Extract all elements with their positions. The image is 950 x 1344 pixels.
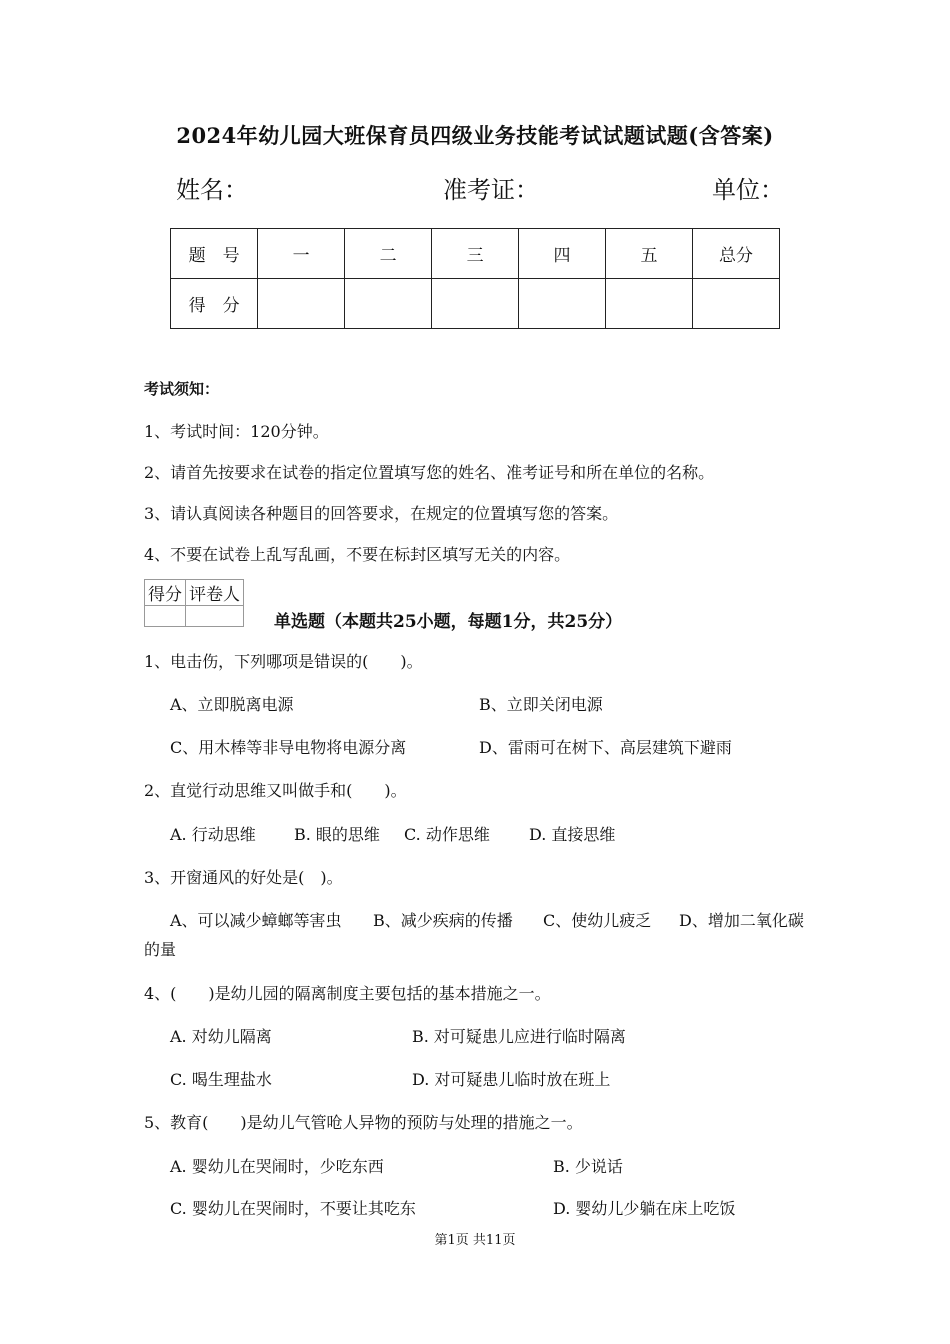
question-4-option-d: D. 对可疑患儿临时放在班上 (412, 1070, 611, 1089)
score-header-cell: 五 (606, 229, 693, 279)
question-4-option-c: C. 喝生理盐水 (170, 1070, 272, 1089)
grader-score-label: 得分 (145, 580, 186, 606)
score-cell (258, 279, 345, 329)
name-field-label: 姓名： (176, 176, 248, 204)
score-header-cell: 总分 (692, 229, 779, 279)
question-2: 2、直觉行动思维又叫做手和( )。 (144, 781, 407, 800)
question-3-option-c: C、使幼儿疲乏 (543, 911, 652, 930)
score-cell (606, 279, 693, 329)
score-cell (345, 279, 432, 329)
question-5: 5、教育( )是幼儿气管呛人异物的预防与处理的措施之一。 (144, 1113, 583, 1132)
grader-table (144, 579, 244, 627)
grader-name-cell (186, 606, 244, 627)
question-2-option-a: A. 行动思维 (170, 825, 256, 844)
notice-heading: 考试须知： (144, 380, 220, 398)
score-header-cell: 二 (345, 229, 432, 279)
notice-item: 2、请首先按要求在试卷的指定位置填写您的姓名、准考证号和所在单位的名称。 (144, 463, 715, 482)
question-2-option-c: C. 动作思维 (404, 825, 490, 844)
score-table-header-row (171, 229, 780, 279)
question-3-option-a: A、可以减少蟑螂等害虫 (170, 911, 342, 930)
question-4-option-a: A. 对幼儿隔离 (170, 1027, 272, 1046)
notice-item: 4、不要在试卷上乱写乱画，不要在标封区填写无关的内容。 (144, 545, 571, 564)
score-cell (432, 279, 519, 329)
question-2-option-d: D. 直接思维 (529, 825, 616, 844)
notice-item: 3、请认真阅读各种题目的回答要求，在规定的位置填写您的答案。 (144, 504, 619, 523)
question-1-option-d: D、雷雨可在树下、高层建筑下避雨 (479, 738, 732, 757)
question-4-option-b: B. 对可疑患儿应进行临时隔离 (412, 1027, 626, 1046)
notice-item: 1、考试时间：120分钟。 (144, 422, 329, 441)
unit-field-label: 单位： (712, 176, 784, 204)
question-5-option-d: D. 婴幼儿少躺在床上吃饭 (553, 1199, 736, 1218)
question-1-option-c: C、用木棒等非导电物将电源分离 (170, 738, 407, 757)
question-1-option-a: A、立即脱离电源 (170, 695, 294, 714)
score-header-cell: 三 (432, 229, 519, 279)
score-table (170, 228, 780, 329)
exam-no-field-label: 准考证： (443, 176, 539, 204)
score-row-label: 得 分 (171, 279, 258, 329)
question-3-option-d: D、增加二氧化碳 (679, 911, 804, 930)
score-cell (692, 279, 779, 329)
score-table-score-row (171, 279, 780, 329)
question-1-option-b: B、立即关闭电源 (479, 695, 603, 714)
page-footer: 第1页 共11页 (434, 1233, 516, 1248)
question-1: 1、电击伤，下列哪项是错误的( )。 (144, 652, 423, 671)
question-3: 3、开窗通风的好处是( )。 (144, 868, 343, 887)
question-2-option-b: B. 眼的思维 (294, 825, 380, 844)
grader-name-label: 评卷人 (186, 580, 244, 606)
score-header-cell: 一 (258, 229, 345, 279)
question-5-option-b: B. 少说话 (553, 1157, 623, 1176)
question-5-option-c: C. 婴幼儿在哭闹时，不要让其吃东 (170, 1199, 416, 1218)
section-title: 单选题（本题共25小题，每题1分，共25分） (274, 612, 623, 632)
score-cell (519, 279, 606, 329)
question-4: 4、( )是幼儿园的隔离制度主要包括的基本措施之一。 (144, 984, 551, 1003)
question-3-option-d-continued: 的量 (144, 940, 177, 959)
grader-score-cell (145, 606, 186, 627)
question-5-option-a: A. 婴幼儿在哭闹时，少吃东西 (170, 1157, 384, 1176)
question-3-option-b: B、减少疾病的传播 (373, 911, 513, 930)
score-header-cell: 题 号 (171, 229, 258, 279)
document-title: 2024年幼儿园大班保育员四级业务技能考试试题试题(含答案) (176, 123, 774, 148)
score-header-cell: 四 (519, 229, 606, 279)
